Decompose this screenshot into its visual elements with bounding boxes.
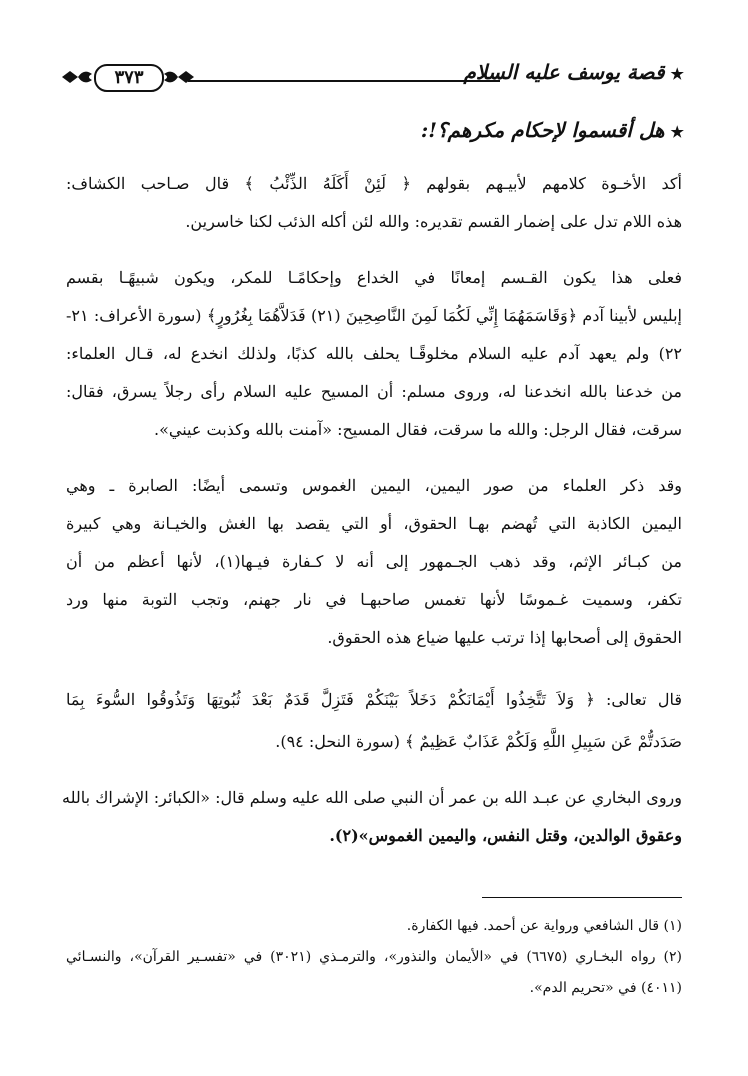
footnote: (١) قال الشافعي ورواية عن أحمد. فيها الكفارة. bbox=[406, 918, 682, 934]
section-heading: ★هل أقسموا لإحكام مكرهم؟!: bbox=[420, 118, 684, 142]
text-line: وقد ذكر العلماء من صور اليمين، اليمين الغموس وتسمى أيضًا: الصابرة ـ وهي bbox=[66, 476, 682, 495]
page-number: ٣٧٣ bbox=[94, 64, 164, 92]
text-line: إبليس لأبينا آدم ﴿وَقَاسَمَهُمَا إِنِّي لَكُمَا لَمِنَ النَّاصِحِينَ (٢١) فَدَلاَّهُمَا بِغُرُورٍ﴾ (سورة الأعراف: ٢١- bbox=[66, 306, 682, 325]
text-line: وعقوق الوالدين، وقتل النفس، واليمين الغموس»(٢). bbox=[329, 826, 682, 845]
text-line: من خدعنا بالله انخدعنا له، وروى مسلم: أن المسيح عليه السلام رأى رجلاً يسرق، فقال: bbox=[66, 382, 682, 401]
text-line: هذه اللام تدل على إضمار القسم تقديره: والله لئن أكله الذئب لكنا خاسرين. bbox=[185, 212, 682, 231]
text-line: وروى البخاري عن عبـد الله بن عمر أن النبي صلى الله عليه وسلم قال: «الكبائر: الإشراك بالله bbox=[62, 788, 682, 807]
footnote-rule bbox=[482, 897, 682, 898]
text-line: الحقوق إلى أصحابها إذا ترتب عليها ضياع هذه الحقوق. bbox=[327, 628, 682, 647]
star-icon: ★ bbox=[670, 123, 684, 141]
text-line: تكفر، وسميت غـموسًا لأنها تغمس صاحبهـا في نار جهنم، وتجب التوبة منها ورد bbox=[66, 590, 682, 609]
text-line: فعلى هذا يكون القـسم إمعانًا في الخداع وإحكامًـا للمكر، ويكون شبيهًـا بقسم bbox=[66, 268, 683, 287]
header-rule bbox=[188, 80, 500, 82]
star-icon: ★ bbox=[670, 65, 684, 83]
footnote: (٤٠١١) في «تحريم الدم». bbox=[529, 980, 682, 996]
text-line: قال تعالى: ﴿ وَلاَ تَتَّخِذُوا أَيْمَانَكُمْ دَخَلاً بَيْنَكُمْ فَتَزِلَّ قَدَمٌ بَعْدَ ثُبُوتِهَا وَتَذُوقُوا السُّوءَ بِمَا bbox=[66, 690, 682, 709]
text-line: ٢٢) ولم يعهد آدم عليه السلام مخلوقًـا يحلف بالله كذبًا، ولذلك انخدع له، قـال العلماء: bbox=[66, 344, 682, 363]
running-header-title: ★قصة يوسف عليه السلام bbox=[463, 60, 684, 84]
text-line: صَدَدتُّمْ عَن سَبِيلِ اللَّهِ وَلَكُمْ عَذَابٌ عَظِيمٌ ﴾ (سورة النحل: ٩٤). bbox=[275, 732, 682, 751]
text-line: من كبـائر الإثم، وقد ذهب الجـمهور إلى أنه لا كـفارة فيـها(١)، لأنها أعظم من أن bbox=[66, 552, 683, 571]
page-number-ornament bbox=[60, 62, 196, 92]
text-line: أكد الأخـوة كلامهم لأبيـهم بقولهم ﴿ لَئِنْ أَكَلَهُ الذِّئْبُ ﴾ قال صـاحب الكشاف: bbox=[66, 174, 682, 193]
text-line: سرقت، فقال الرجل: والله ما سرقت، فقال المسيح: «آمنت بالله وكذبت عيني». bbox=[154, 420, 682, 439]
footnote: (٢) رواه البخـاري (٦٦٧٥) في «الأيمان والنذور»، والترمـذي (٣٠٢١) في «تفسـير القرآن»، والنسـائي bbox=[66, 949, 682, 965]
text-line: اليمين الكاذبة التي تُهضم بهـا الحقوق، أو التي يقصد بها الغش والخيـانة وهي كبيرة bbox=[66, 514, 682, 533]
